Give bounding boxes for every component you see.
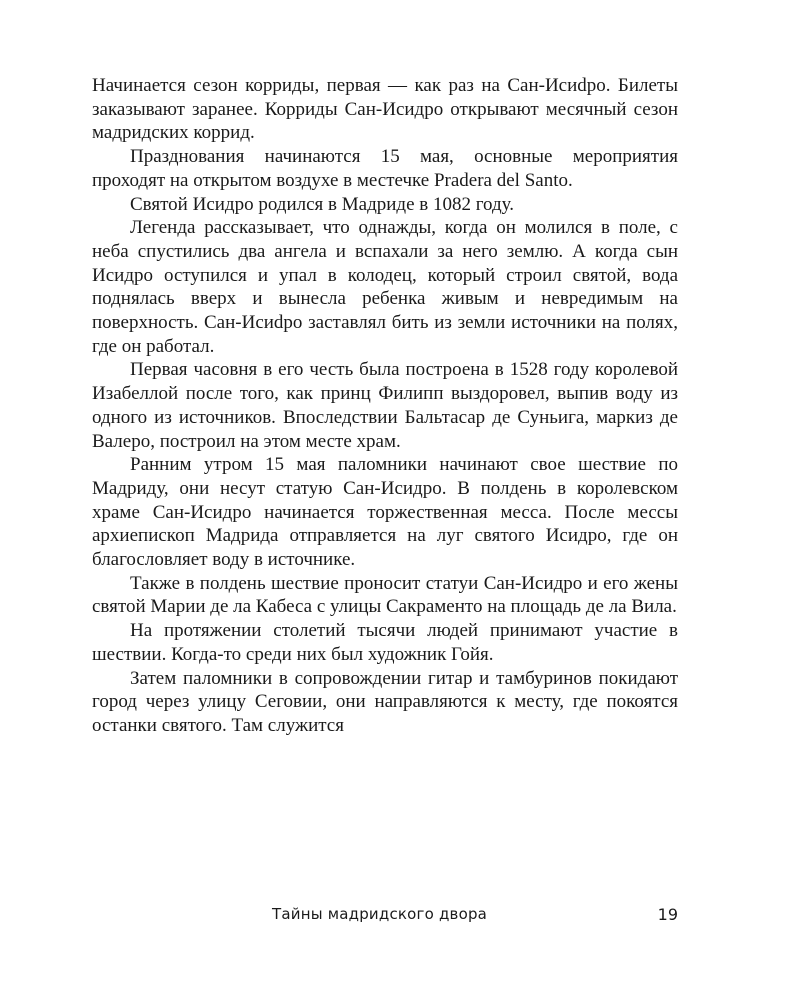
paragraph-8: На протяжении столетий тысячи людей принимают участие в шествии. Когда-то среди них был художник Гойя. <box>92 620 678 665</box>
paragraph-9: Затем паломники в сопровождении гитар и тамбуринов покидают город через улицу Сеговии, они направляются к месту, где покоятся останки святого. Там служится <box>92 667 678 736</box>
page-footer <box>0 905 800 929</box>
paragraph-6: Ранним утром 15 мая паломники начинают свое шествие по Мадриду, они несут статую Сан-Исидро. В полдень в королевском храме Сан-Исидро начинается торжественная месса. После мессы архиепископ Мадрида отправляется на луг святого Исидро, где он благословляет воду в источнике. <box>92 454 678 571</box>
paragraph-1: Начинается сезон корриды, первая — как раз на Сан-Исиdро. Билеты заказывают заранее. Корриды Сан-Исидро открывают месячный сезон мадридских коррид. <box>92 75 678 144</box>
paragraph-7: Также в полдень шествие проносит статуи Сан-Исидро и его жены святой Марии де ла Кабеса с улицы Сакраменто на площадь де ла Вила. <box>92 572 678 618</box>
page-body <box>92 74 678 738</box>
paragraph-4: Легенда рассказывает, что однажды, когда он молился в поле, с неба спустились два ангела и вспахали за него землю. А когда сын Исидро оступился и упал в колодец, который строил святой, вода поднялась вверх и вынесла ребенка живым и невредимым на поверхность. Сан-Исиdро заставлял бить из земли источники на полях, где он работал. <box>92 217 678 357</box>
page-number: 19 <box>657 905 678 924</box>
paragraph-2: Празднования начинаются 15 мая, основные мероприятия проходят на открытом воздухе в местечке Pradera del Santo. <box>92 146 678 191</box>
paragraph-3: Святой Исидро родился в Мадриде в 1082 году. <box>130 193 515 215</box>
paragraph-5: Первая часовня в его честь была построена в 1528 году королевой Изабеллой после того, как принц Филипп выздоровел, выпив воду из одного из источников. Впоследствии Бальтасар де Суньига, маркиз де Валеро, построил на этом месте храм. <box>92 359 678 452</box>
running-title: Тайны мадридского двора <box>272 905 488 923</box>
